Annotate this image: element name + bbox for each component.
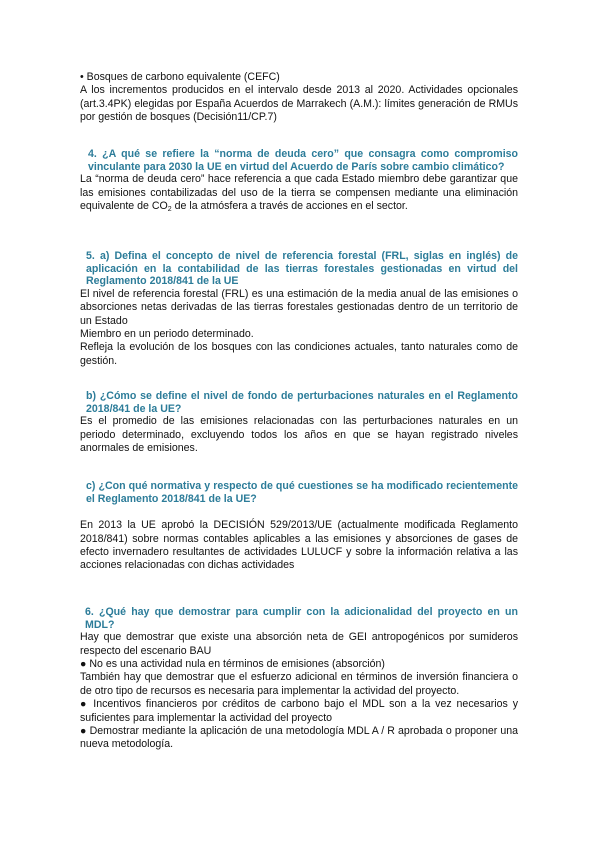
question-6-paragraph-2: También hay que demostrar que el esfuerzo adicional en términos de inversión financiera o de otro tipo de recursos es necesaria para implementar la actividad del proyecto. (80, 671, 518, 697)
intro-section (80, 71, 518, 125)
bullet-cefc: • Bosques de carbono equivalente (CEFC) (80, 71, 280, 83)
question-5c-title: c) ¿Con qué normativa y respecto de qué cuestiones se ha modificado recientemente el Reglamento 2018/841 de la UE? (86, 480, 518, 505)
intro-paragraph: A los incrementos producidos en el intervalo desde 2013 al 2020. Actividades opcionales (art.3.4PK) elegidas por España Acuerdos de Marrakech (A.M.): límites generación de RMUs por gestión de bosques (Decisión11/CP.7) (80, 84, 518, 124)
question-5a-paragraph-2: Miembro en un periodo determinado. (80, 328, 254, 340)
question-6-bullet-3: ● Demostrar mediante la aplicación de una metodología MDL A / R aprobada o proponer una nueva metodología. (80, 725, 518, 751)
answer-text: La “norma de deuda cero” hace referencia a que cada Estado miembro debe garantizar que las emisiones contabilizadas del uso de la tierra se compensen mediante una eliminación equivalente de CO (80, 173, 518, 212)
co2-subscript: 2 (167, 206, 172, 213)
question-5a-paragraph-3: Refleja la evolución de los bosques con las condiciones actuales, tanto naturales como de gestión. (80, 341, 518, 367)
question-6-bullet-1: ● No es una actividad nula en términos de emisiones (absorción) (80, 658, 385, 670)
question-5b-title: b) ¿Cómo se define el nivel de fondo de perturbaciones naturales en el Reglamento 2018/841 de la UE? (86, 390, 518, 415)
question-6-title: 6. ¿Qué hay que demostrar para cumplir con la adicionalidad del proyecto en un MDL? (85, 606, 518, 631)
question-5a-paragraph-1: El nivel de referencia forestal (FRL) es una estimación de la media anual de las emisiones o absorciones netas derivadas de las tierras forestales gestionadas dentro de un territorio de un Estado (80, 287, 518, 327)
question-6-bullet-2: ● Incentivos financieros por créditos de carbono bajo el MDL son a la vez necesarios y suficientes para implementar la actividad del proyecto (80, 698, 518, 724)
question-5a (80, 250, 518, 368)
question-4-title: 4. ¿A qué se refiere la “norma de deuda cero” que consagra como compromiso vinculante para 2030 la UE en virtud del Acuerdo de París sobre cambio climático? (88, 148, 518, 173)
question-4-answer (80, 173, 518, 216)
question-5a-title: 5. a) Defina el concepto de nivel de referencia forestal (FRL, siglas en inglés) de aplicación en la contabilidad de las tierras forestales gestionadas en virtud del Reglamento 2018/841 de la UE (86, 250, 518, 288)
question-5b (80, 390, 518, 455)
question-5b-answer: Es el promedio de las emisiones relacionadas con las perturbaciones naturales en un periodo determinado, excluyendo todos los años en que se hayan registrado niveles anormales de emisiones. (80, 415, 518, 454)
question-4 (80, 148, 518, 216)
question-6-paragraph-1: Hay que demostrar que existe una absorción neta de GEI antropogénicos por sumideros respecto del escenario BAU (80, 631, 518, 657)
answer-text-end: de la atmósfera a través de acciones en el sector. (171, 200, 408, 212)
question-6 (80, 606, 518, 752)
question-5c-answer: En 2013 la UE aprobó la DECISIÓN 529/2013/UE (actualmente modificada Reglamento 2018/841) sobre normas contables aplicables a las emisiones y absorciones de gases de efecto invernadero resultantes de actividades LULUCF y sobre la información relativa a las acciones relacionadas con dichas actividades (80, 519, 518, 572)
question-5c (80, 480, 518, 573)
